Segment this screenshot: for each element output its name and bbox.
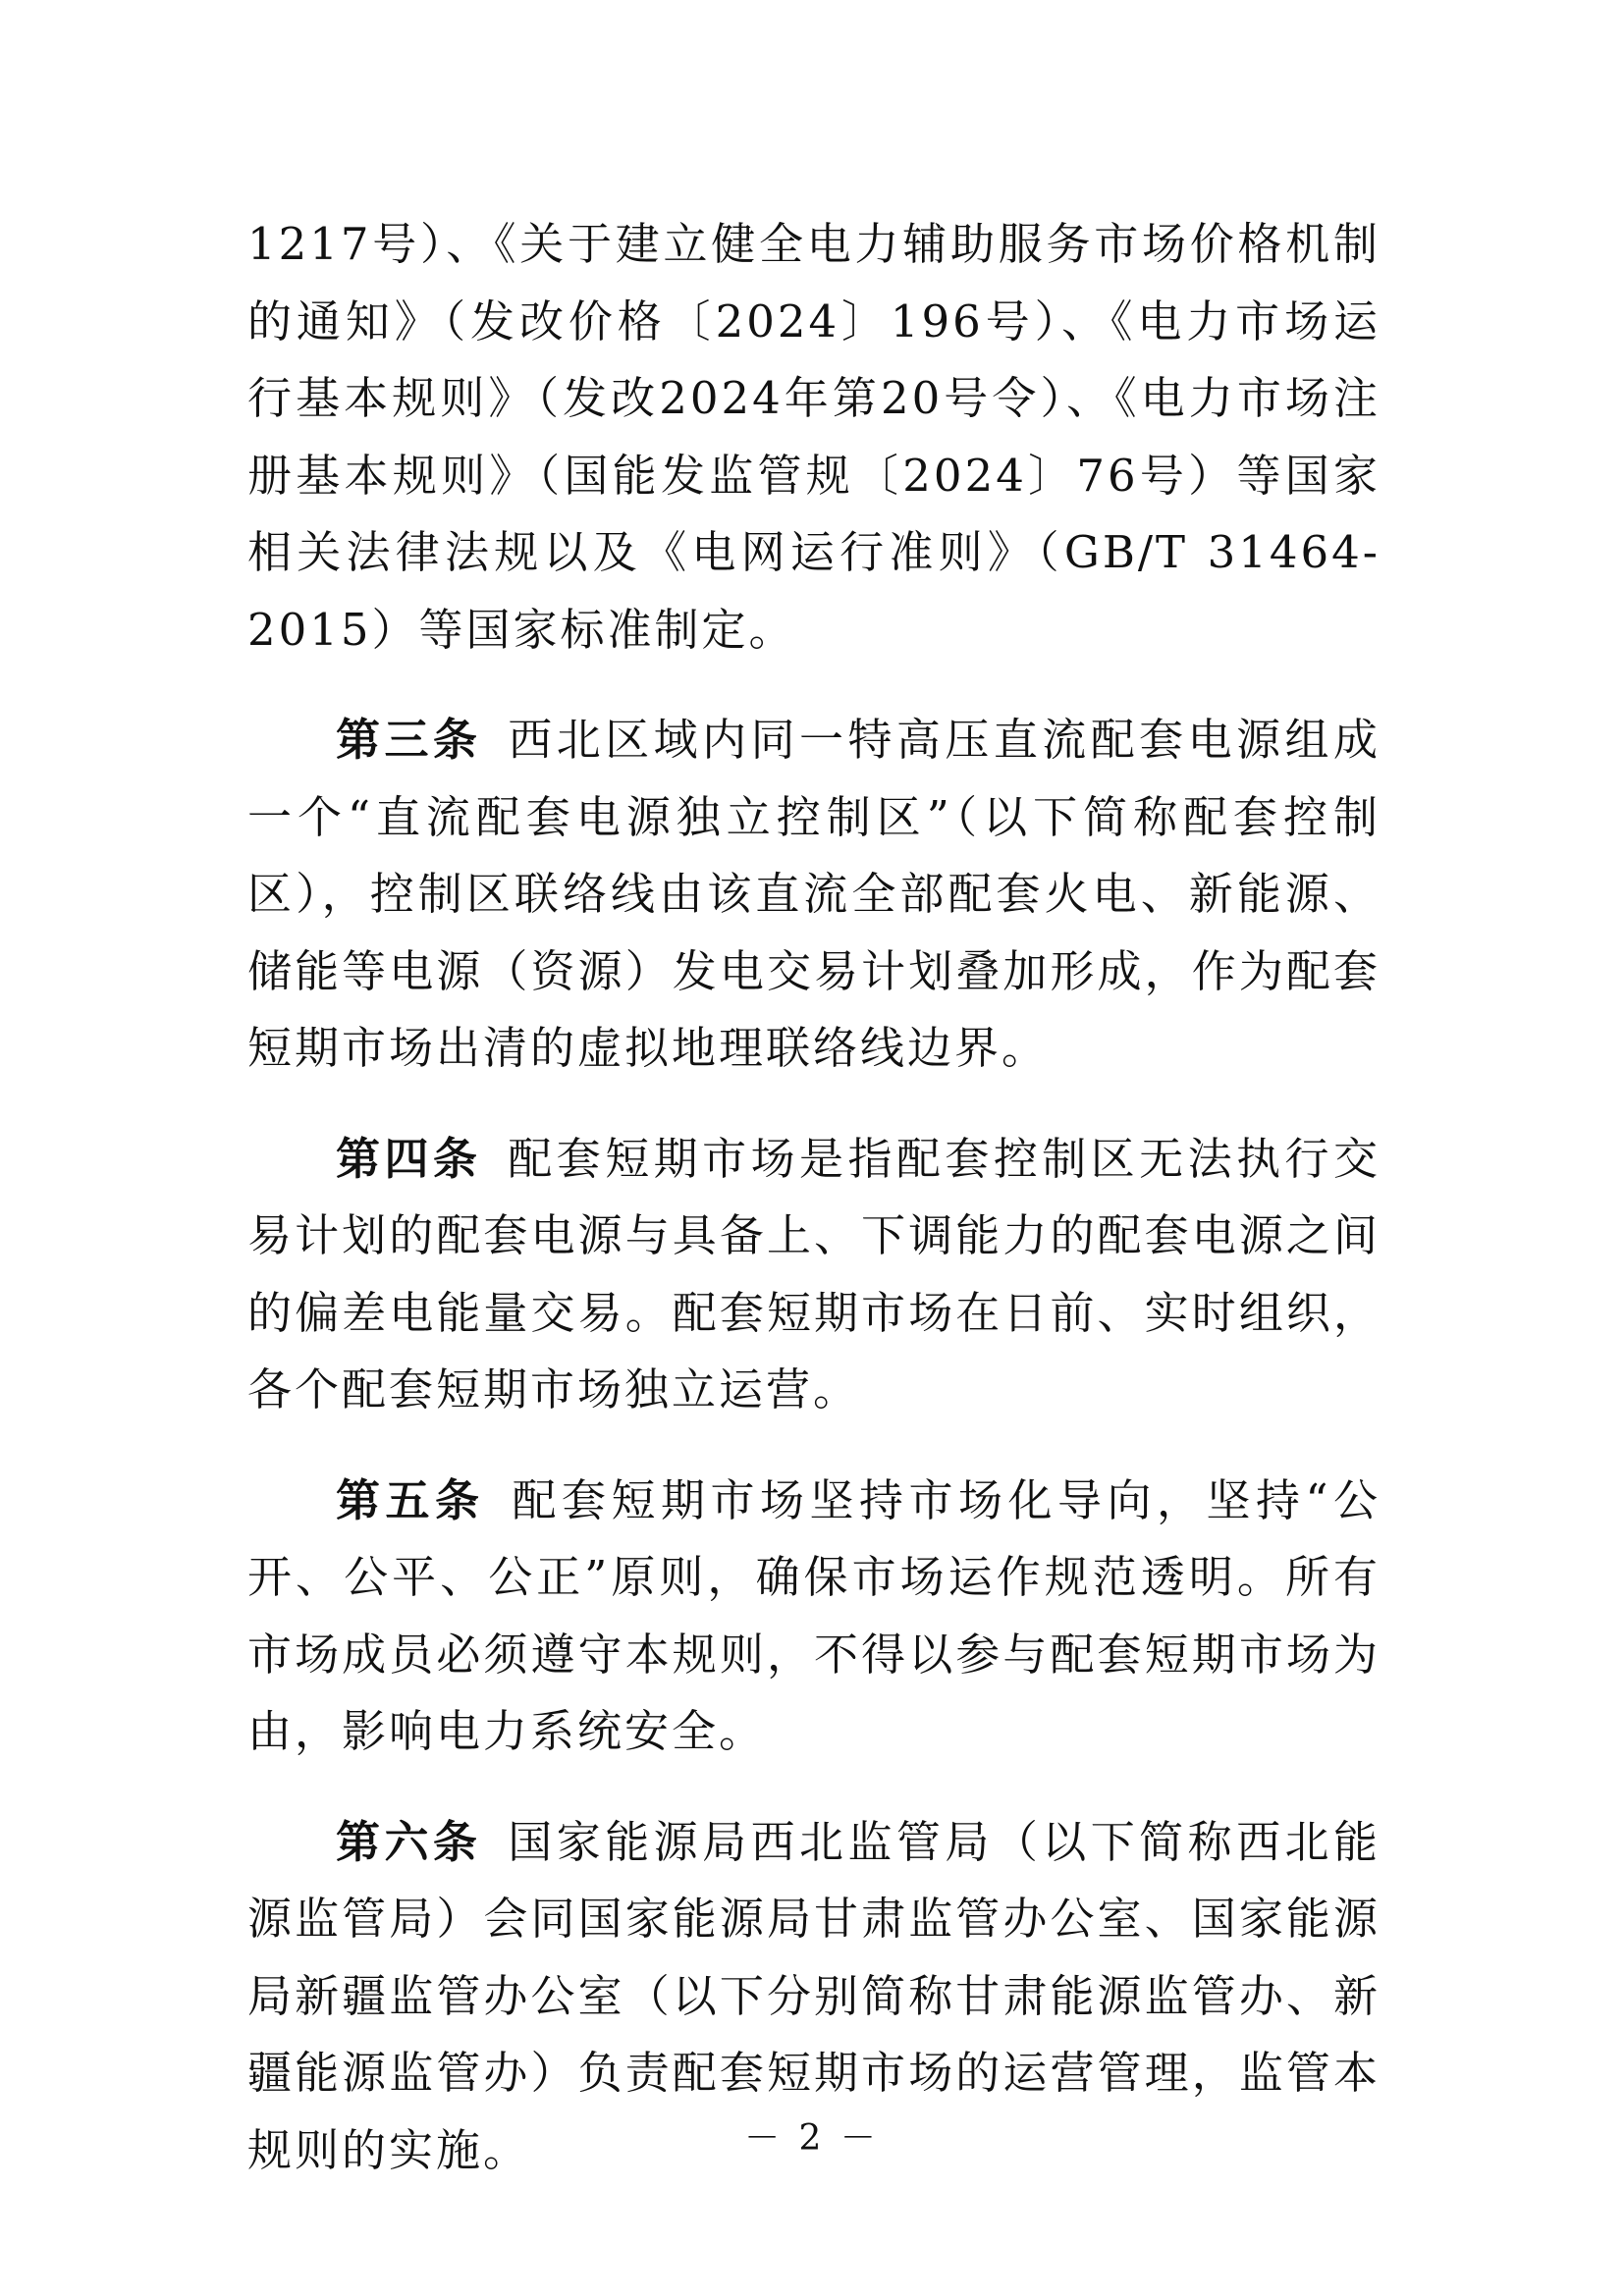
document-body	[247, 206, 1380, 2189]
article-3-paragraph	[247, 702, 1380, 1088]
article-6-text: 国家能源局西北监管局（以下简称西北能源监管局）会同国家能源局甘肃监管办公室、国家能源局新疆监管办公室（以下分别简称甘肃能源监管办、新疆能源监管办）负责配套短期市场的运营管理，监管本规则的实施。	[247, 1815, 1380, 2176]
article-5-number: 第五条	[336, 1473, 485, 1526]
intro-text: 1217号）、《关于建立健全电力辅助服务市场价格机制的通知》（发改价格〔2024〕196号）、《电力市场运行基本规则》（发改2024年第20号令）、《电力市场注册基本规则》（国能发监管规〔2024〕76号）等国家相关法律法规以及《电网运行准则》（GB/T 31464-2015）等国家标准制定。	[247, 218, 1380, 656]
article-4-text: 配套短期市场是指配套控制区无法执行交易计划的配套电源与具备上、下调能力的配套电源之间的偏差电能量交易。配套短期市场在日前、实时组织，各个配套短期市场独立运营。	[247, 1132, 1380, 1415]
article-5-paragraph	[247, 1463, 1380, 1771]
intro-paragraph	[247, 206, 1380, 668]
article-4-number: 第四条	[336, 1132, 482, 1185]
article-3-text: 西北区域内同一特高压直流配套电源组成一个“直流配套电源独立控制区”（以下简称配套控制区），控制区联络线由该直流全部配套火电、新能源、储能等电源（资源）发电交易计划叠加形成，作为配套短期市场出清的虚拟地理联络线边界。	[247, 714, 1380, 1074]
article-5-text: 配套短期市场坚持市场化导向，坚持“公开、公平、公正”原则，确保市场运作规范透明。所有市场成员必须遵守本规则，不得以参与配套短期市场为由，影响电力系统安全。	[247, 1473, 1380, 1757]
article-6-number: 第六条	[336, 1815, 482, 1868]
page-number: － 2 －	[744, 2118, 880, 2159]
article-3-number: 第三条	[336, 714, 482, 766]
article-4-paragraph	[247, 1121, 1380, 1429]
